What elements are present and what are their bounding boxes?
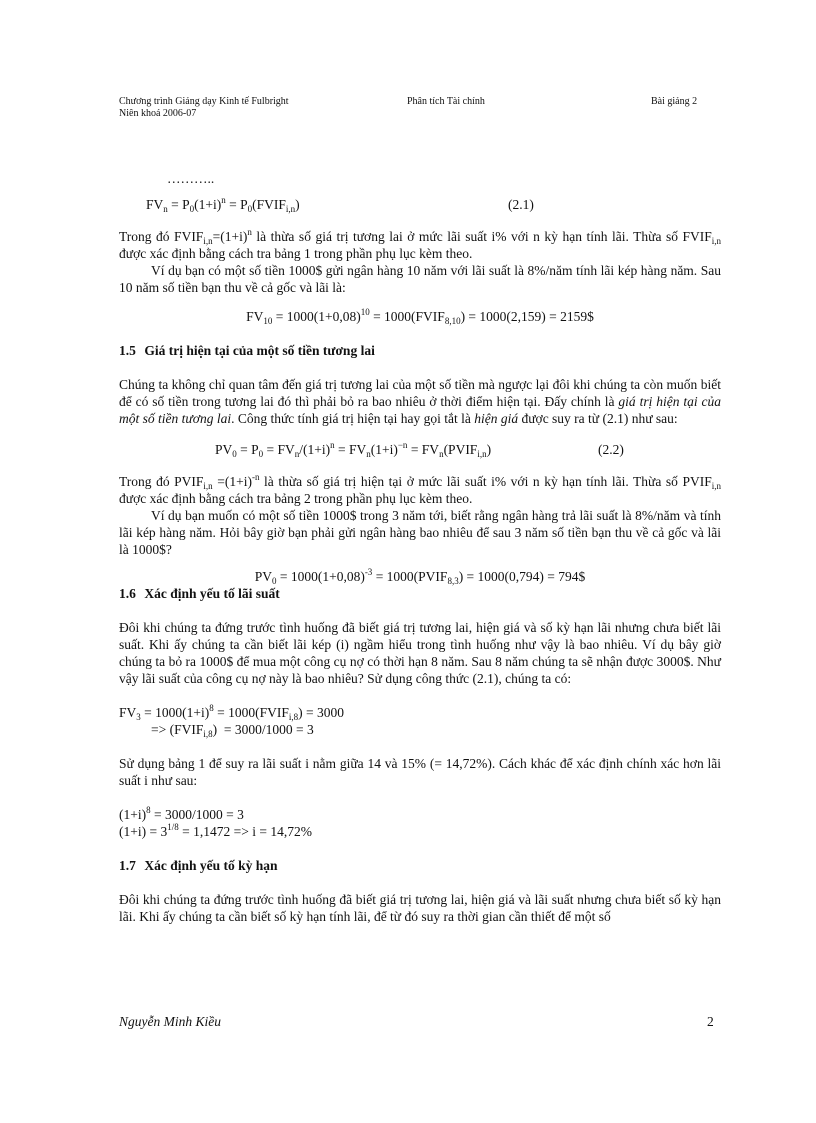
equation-2-1	[119, 196, 721, 213]
footer-page-number: 2	[707, 1014, 714, 1029]
equation-number: (2.2)	[598, 442, 624, 457]
paragraph-example-fv: Ví dụ bạn có một số tiền 1000$ gửi ngân hàng 10 năm với lãi suất là 8%/năm tính lãi kép hàng năm. Sau 10 năm số tiền bạn thu về cả gốc và lãi là:	[119, 263, 721, 295]
equation-pv: $PV_0 = P_0 = FV_n/(1+i)^n = FV_n(1+i)^{-n}$ = $FV_n(PVIF_{i,n})$	[215, 440, 492, 459]
equation-fv: $FV_n = P_0(1+i)^n$ = $P_0(FVIF_{i,n})$	[146, 195, 300, 214]
header-year: Niên khoá 2006-07	[119, 108, 197, 119]
header-lecture: Bài giảng 2	[651, 96, 698, 107]
paragraph-table-lookup: Sử dụng bảng 1 để suy ra lãi suất i nằm giữa 14 và 15% (= 14,72%). Cách khác để xác định chính xác hơn lãi suất i như sau:	[119, 756, 721, 788]
equation-fvif-result: => $(FVIF_{i,8}) = 3000/1000 = 3$	[151, 722, 314, 739]
paragraph-present-value-intro: Chúng ta không chỉ quan tâm đến giá trị tương lai của một số tiền mà ngược lại đôi khi chúng ta còn muốn biết để có số tiền trong tương lai đó thì phải bỏ ra bao nhiêu ở thời điểm hiện tại. Đấy chính là giá trị hiện tại của một số tiền tương lai. Công thức tính giá trị hiện tại hay gọi tắt là hiện giá được suy ra từ (2.1) như sau:	[119, 377, 721, 426]
equation-pv-example: $PV_0 = 1000(1+0,08)^{-3}$ = $1000(PVIF_{8,3}) = 1000(0,794)$ = 794$	[254, 567, 586, 586]
equation-root: $(1+i) = 3^{1/8} = 1,1472 => i = 14,72\%$	[119, 822, 312, 839]
header-left	[119, 96, 289, 120]
paragraph-fvif-definition: Trong đó $FVIF_{i,n}=(1+i)^n$ là thừa số giá trị tương lai ở mức lãi suất i% với n kỳ hạn tính lãi. Thừa số $FVIF_{i,n}$ được xác định bằng cách tra bảng 1 trong phần phụ lục kèm theo.	[119, 227, 722, 261]
footer-author: Nguyễn Minh Kiều	[119, 1014, 221, 1029]
page-body	[119, 170, 721, 925]
header-program: Chương trình Giảng dạy Kinh tế Fulbright	[119, 96, 289, 107]
header-course: Phân tích Tài chính	[407, 96, 485, 107]
paragraph-term: Đôi khi chúng ta đứng trước tình huống đã biết giá trị tương lai, hiện giá và lãi suất nhưng chưa biết số kỳ hạn lãi. Khi ấy chúng ta cần biết số kỳ hạn tính lãi, để từ đó suy ra thời gian cần thiết để một số	[119, 892, 721, 924]
ellipsis-line: ………..	[167, 171, 215, 186]
equation-2-2	[119, 441, 721, 458]
equation-number: (2.1)	[508, 197, 534, 212]
paragraph-pvif-definition: Trong đó $PVIF_{i,n} =(1+i)^{-n}$ là thừa số giá trị hiện tại ở mức lãi suất i% với n kỳ hạn tính lãi. Thừa số $PVIF_{i,n}$ được xác định bằng cách tra bảng 2 trong phần phụ lục kèm theo.	[119, 472, 721, 506]
section-heading-1-7: 1.7 Xác định yếu tố kỳ hạn	[119, 858, 278, 873]
equation-ratio: $(1+i)^8 = 3000/1000 = 3$	[119, 805, 244, 822]
section-heading-1-6: 1.6 Xác định yếu tố lãi suất	[119, 586, 280, 601]
equation-fv10: $FV_{10} = 1000(1+0,08)^{10}$ = $1000(FVIF_{8,10}) = 1000(2,159)$ = 2159$	[246, 307, 594, 326]
paragraph-interest-rate: Đôi khi chúng ta đứng trước tình huống đã biết giá trị tương lai, hiện giá và số kỳ hạn lãi nhưng chưa biết lãi suất. Khi ấy chúng ta cần biết lãi kép (i) ngầm hiểu trong tình huống như vậy là bao nhiêu. Ví dụ bây giờ chúng ta bỏ ra 1000$ để mua một công cụ nợ có thời hạn 8 năm. Sau 8 năm chúng ta sẽ nhận được 3000$. Như vậy lãi suất của công cụ nợ này là bao nhiêu? Sử dụng công thức (2.1), chúng ta có:	[119, 620, 721, 686]
equation-fv3: $FV_3 = 1000(1+i)^8$ = $1000(FVIF_{i,8}) = 3000$	[119, 703, 344, 722]
paragraph-example-pv: Ví dụ bạn muốn có một số tiền 1000$ trong 3 năm tới, biết rằng ngân hàng trả lãi suất là 8%/năm và tính lãi kép hàng năm. Hỏi bây giờ bạn phải gửi ngân hàng bao nhiêu để sau 3 năm số tiền bạn thu về cả gốc và lãi là 1000$?	[119, 508, 721, 557]
section-heading-1-5: 1.5 Giá trị hiện tại của một số tiền tương lai	[119, 343, 375, 358]
